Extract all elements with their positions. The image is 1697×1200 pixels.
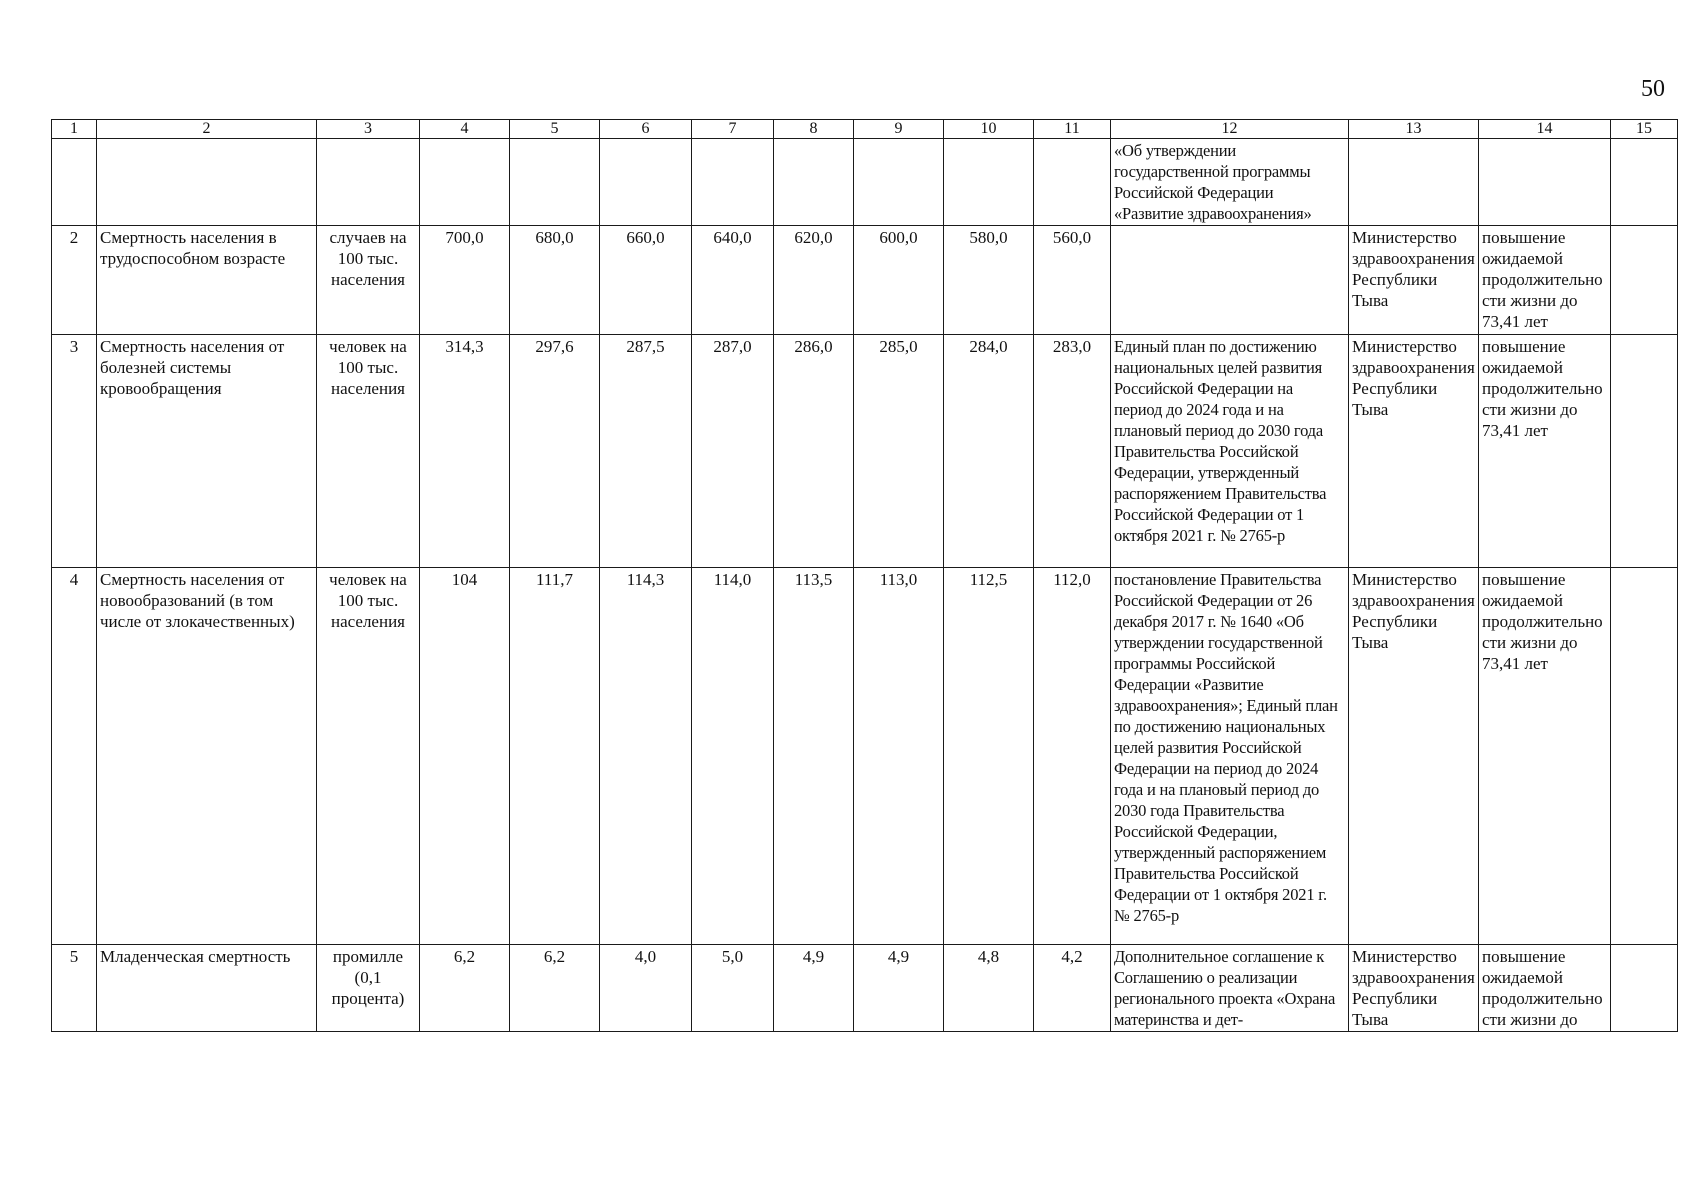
value-cell <box>774 139 854 226</box>
responsible-cell: Министерство здравоохранения Республики Тыва <box>1349 226 1479 335</box>
responsible-cell: Министерство здравоохранения Республики Тыва <box>1349 335 1479 568</box>
col-header: 1 <box>52 120 97 139</box>
indicator-name: Смертность населения в трудоспособном возрасте <box>97 226 317 335</box>
value-cell: 286,0 <box>774 335 854 568</box>
value-cell: 660,0 <box>600 226 692 335</box>
unit-cell <box>317 139 420 226</box>
page-number: 50 <box>1641 76 1665 102</box>
unit-cell: случаев на 100 тыс. населения <box>317 226 420 335</box>
col-header: 10 <box>944 120 1034 139</box>
basis-cell: Дополнительное соглашение к Соглашению о реализации регионального проекта «Охрана материнства и дет- <box>1111 945 1349 1032</box>
indicators-table <box>51 119 1678 1032</box>
value-cell: 600,0 <box>854 226 944 335</box>
basis-cell: «Об утверждении государственной программы Российской Федерации «Развитие здравоохранения» <box>1111 139 1349 226</box>
result-cell: повышение ожидаемой продолжительности жизни до 73,41 лет <box>1479 335 1611 568</box>
indicator-name: Смертность населения от новообразований (в том числе от злокачественных) <box>97 568 317 945</box>
value-cell: 314,3 <box>420 335 510 568</box>
value-cell <box>692 139 774 226</box>
col-header: 7 <box>692 120 774 139</box>
value-cell: 620,0 <box>774 226 854 335</box>
unit-cell: человек на 100 тыс. населения <box>317 568 420 945</box>
indicator-name: Младенческая смертность <box>97 945 317 1032</box>
value-cell: 112,0 <box>1034 568 1111 945</box>
indicator-name: Смертность населения от болезней системы кровообращения <box>97 335 317 568</box>
value-cell: 4,9 <box>774 945 854 1032</box>
value-cell: 6,2 <box>510 945 600 1032</box>
header-row <box>52 120 1678 139</box>
table-row <box>52 568 1678 945</box>
value-cell <box>510 139 600 226</box>
unit-cell: промилле (0,1 процента) <box>317 945 420 1032</box>
note-cell <box>1611 568 1678 945</box>
value-cell: 700,0 <box>420 226 510 335</box>
result-cell: повышение ожидаемой продолжительности жизни до 73,41 лет <box>1479 226 1611 335</box>
value-cell: 284,0 <box>944 335 1034 568</box>
value-cell <box>854 139 944 226</box>
table-row <box>52 945 1678 1032</box>
note-cell <box>1611 226 1678 335</box>
basis-cell: постановление Правительства Российской Федерации от 26 декабря 2017 г. № 1640 «Об утверждении государственной программы Российской Федерации «Развитие здравоохранения»; Единый план по достижению национальных целей развития Российской Федерации на период до 2024 года и на плановый период до 2030 года Правительства Российской Федерации, утвержденный распоряжением Правительства Российской Федерации от 1 октября 2021 г. № 2765-р <box>1111 568 1349 945</box>
col-header: 4 <box>420 120 510 139</box>
value-cell: 287,0 <box>692 335 774 568</box>
value-cell <box>420 139 510 226</box>
row-number <box>52 139 97 226</box>
result-cell <box>1479 139 1611 226</box>
value-cell: 112,5 <box>944 568 1034 945</box>
note-cell <box>1611 335 1678 568</box>
value-cell: 113,5 <box>774 568 854 945</box>
value-cell <box>1034 139 1111 226</box>
responsible-cell: Министерство здравоохранения Республики Тыва <box>1349 945 1479 1032</box>
value-cell: 287,5 <box>600 335 692 568</box>
value-cell: 104 <box>420 568 510 945</box>
value-cell: 640,0 <box>692 226 774 335</box>
row-number: 2 <box>52 226 97 335</box>
value-cell: 560,0 <box>1034 226 1111 335</box>
note-cell <box>1611 945 1678 1032</box>
col-header: 6 <box>600 120 692 139</box>
value-cell: 4,8 <box>944 945 1034 1032</box>
value-cell: 580,0 <box>944 226 1034 335</box>
indicator-name <box>97 139 317 226</box>
col-header: 3 <box>317 120 420 139</box>
value-cell: 114,0 <box>692 568 774 945</box>
unit-cell: человек на 100 тыс. населения <box>317 335 420 568</box>
value-cell: 297,6 <box>510 335 600 568</box>
col-header: 13 <box>1349 120 1479 139</box>
note-cell <box>1611 139 1678 226</box>
col-header: 9 <box>854 120 944 139</box>
row-number: 4 <box>52 568 97 945</box>
value-cell: 283,0 <box>1034 335 1111 568</box>
responsible-cell <box>1349 139 1479 226</box>
value-cell: 4,9 <box>854 945 944 1032</box>
value-cell <box>600 139 692 226</box>
value-cell: 680,0 <box>510 226 600 335</box>
table-row <box>52 139 1678 226</box>
table-row <box>52 335 1678 568</box>
col-header: 15 <box>1611 120 1678 139</box>
value-cell: 6,2 <box>420 945 510 1032</box>
row-number: 5 <box>52 945 97 1032</box>
col-header: 8 <box>774 120 854 139</box>
value-cell: 4,0 <box>600 945 692 1032</box>
result-cell: повышение ожидаемой продолжительности жизни до 73,41 лет <box>1479 568 1611 945</box>
basis-cell: Единый план по достижению национальных целей развития Российской Федерации на период до 2024 года и на плановый период до 2030 года Правительства Российской Федерации, утвержденный распоряжением Правительства Российской Федерации от 1 октября 2021 г. № 2765-р <box>1111 335 1349 568</box>
table-row <box>52 226 1678 335</box>
value-cell: 4,2 <box>1034 945 1111 1032</box>
value-cell: 5,0 <box>692 945 774 1032</box>
col-header: 14 <box>1479 120 1611 139</box>
result-cell: повышение ожидаемой продолжительности жизни до <box>1479 945 1611 1032</box>
value-cell <box>944 139 1034 226</box>
col-header: 2 <box>97 120 317 139</box>
col-header: 5 <box>510 120 600 139</box>
basis-cell <box>1111 226 1349 335</box>
value-cell: 111,7 <box>510 568 600 945</box>
row-number: 3 <box>52 335 97 568</box>
value-cell: 285,0 <box>854 335 944 568</box>
value-cell: 114,3 <box>600 568 692 945</box>
value-cell: 113,0 <box>854 568 944 945</box>
col-header: 12 <box>1111 120 1349 139</box>
responsible-cell: Министерство здравоохранения Республики Тыва <box>1349 568 1479 945</box>
col-header: 11 <box>1034 120 1111 139</box>
